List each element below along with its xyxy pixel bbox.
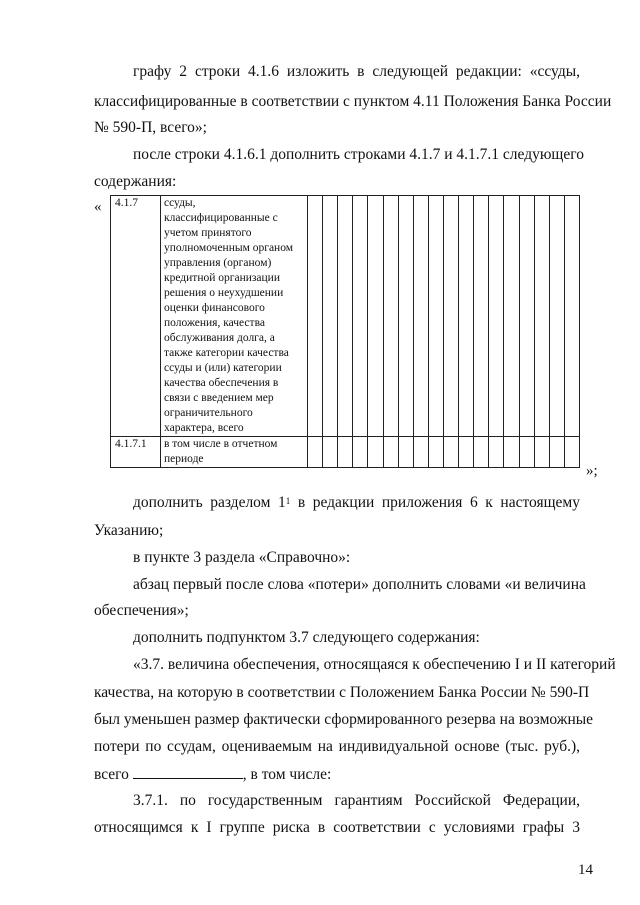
paragraph-line: обеспечения»;	[94, 602, 189, 619]
paragraph-line: классифицированные в соответствии с пунктом 4.11 Положения Банка России	[94, 93, 612, 110]
empty-cell	[368, 196, 383, 437]
empty-cell	[504, 196, 519, 437]
text-span: в редакции приложения 6 к настоящему	[290, 494, 580, 511]
empty-cell	[564, 437, 579, 468]
paragraph-line: № 590-П, всего»;	[94, 119, 207, 136]
row-name: ссуды, классифицированные с учетом принятого уполномоченным органом управления (органом) кредитной организации решения о неухудшении оценки финансового положения, качества обслуживания долга, а также категории качества ссуды и (или) категории качества обеспечения в связи с введением мер ограничительного характера, всего	[161, 196, 308, 437]
empty-cell	[398, 196, 413, 437]
row-number: 4.1.7	[111, 196, 161, 437]
empty-cell	[308, 437, 323, 468]
row-number: 4.1.7.1	[111, 437, 161, 468]
empty-cell	[428, 437, 443, 468]
text-span: всего	[94, 766, 129, 783]
empty-cell	[428, 196, 443, 437]
empty-cell	[519, 196, 534, 437]
table-row	[111, 196, 580, 437]
table-row	[111, 437, 580, 468]
row-name: в том числе в отчетном периоде	[161, 437, 308, 468]
paragraph-line: в пункте 3 раздела «Справочно»:	[133, 549, 351, 566]
empty-cell	[308, 196, 323, 437]
empty-cell	[504, 437, 519, 468]
text-span: дополнить разделом 1	[133, 494, 286, 511]
text-span: , в том числе:	[242, 766, 332, 783]
page-number: 14	[578, 862, 593, 878]
empty-cell	[398, 437, 413, 468]
empty-cell	[534, 437, 549, 468]
paragraph-line: относящимся к I группе риска в соответствии с условиями графы 3	[94, 819, 580, 836]
empty-cell	[474, 437, 489, 468]
empty-cell	[383, 437, 398, 468]
empty-cell	[413, 437, 428, 468]
quote-open: «	[94, 199, 102, 215]
empty-cell	[534, 196, 549, 437]
paragraph-line: графу 2 строки 4.1.6 изложить в следующей редакции: «ссуды,	[133, 63, 580, 80]
empty-cell	[489, 437, 504, 468]
empty-cell	[459, 196, 474, 437]
empty-cell	[338, 196, 353, 437]
empty-cell	[413, 196, 428, 437]
empty-cell	[519, 437, 534, 468]
fill-in-blank	[133, 764, 243, 779]
empty-cell	[353, 437, 368, 468]
empty-cell	[564, 196, 579, 437]
empty-cell	[368, 437, 383, 468]
empty-cell	[549, 437, 564, 468]
empty-cell	[474, 196, 489, 437]
paragraph-line: качества, на которую в соответствии с Положением Банка России № 590-П	[94, 684, 590, 701]
paragraph-line: дополнить подпунктом 3.7 следующего содержания:	[133, 629, 480, 646]
paragraph-line: 3.7.1. по государственным гарантиям Российской Федерации,	[133, 792, 580, 809]
empty-cell	[353, 196, 368, 437]
paragraph-line: после строки 4.1.6.1 дополнить строками 4.1.7 и 4.1.7.1 следующего	[133, 146, 584, 163]
paragraph-line	[94, 764, 331, 785]
empty-cell	[489, 196, 504, 437]
paragraph-line: потери по ссудам, оцениваемым на индивидуальной основе (тыс. руб.),	[94, 738, 580, 755]
paragraph-line: «3.7. величина обеспечения, относящаяся к обеспечению I и II категорий	[133, 656, 616, 673]
empty-cell	[459, 437, 474, 468]
paragraph-line	[133, 493, 580, 513]
empty-cell	[443, 437, 458, 468]
empty-cell	[443, 196, 458, 437]
superscript: 1	[285, 496, 291, 506]
amendment-table	[110, 195, 580, 468]
empty-cell	[323, 437, 338, 468]
paragraph-line: был уменьшен размер фактически сформированного резерва на возможные	[94, 711, 594, 728]
paragraph-line: содержания:	[94, 173, 177, 190]
empty-cell	[323, 196, 338, 437]
paragraph-line: Указанию;	[94, 522, 164, 539]
quote-close: »;	[586, 463, 598, 479]
empty-cell	[549, 196, 564, 437]
paragraph-line: абзац первый после слова «потери» дополнить словами «и величина	[133, 576, 586, 593]
empty-cell	[383, 196, 398, 437]
empty-cell	[338, 437, 353, 468]
